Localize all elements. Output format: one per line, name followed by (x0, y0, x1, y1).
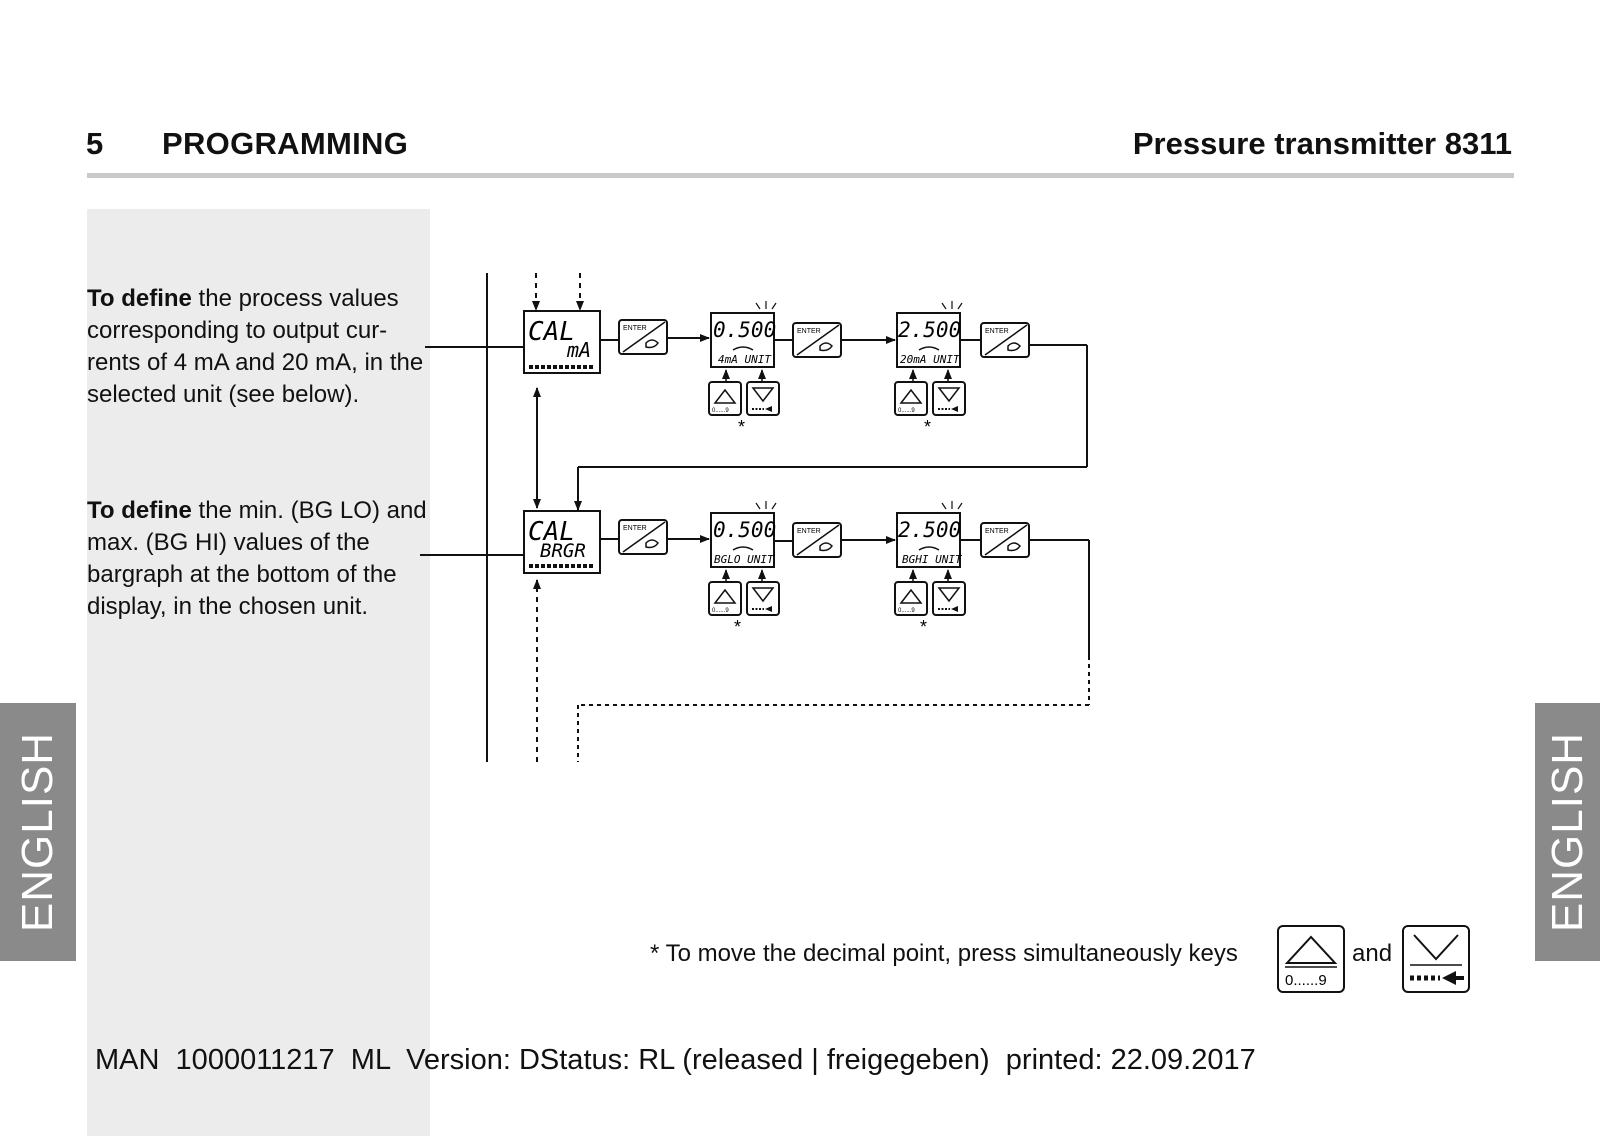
description-text: the min. (BG LO) and max. (BG HI) values of the bargraph at the bottom of the display, in the chosen unit. (87, 497, 427, 620)
menu-line2: BRGR (540, 540, 586, 562)
value-display-bglo (711, 501, 776, 567)
up-key-icon (895, 582, 927, 615)
display-unit: BGLO UNIT (714, 553, 774, 566)
document-footer: MAN 1000011217 ML Version: DStatus: RL (released | freigegeben) printed: 22.09.2017 (95, 1044, 1256, 1076)
key-up-label: 0......9 (898, 408, 915, 414)
enter-key-icon (619, 320, 667, 354)
section-title: PROGRAMMING (162, 126, 409, 161)
note-and: and (1352, 940, 1393, 967)
enter-label: ENTER (797, 528, 821, 535)
enter-key-icon (793, 523, 841, 557)
asterisk: * (734, 617, 742, 637)
display-value: 0.500 (713, 318, 777, 342)
display-unit: BGHI UNIT (902, 553, 962, 566)
enter-key-icon (981, 523, 1029, 557)
menu-line1: CAL (528, 517, 575, 547)
key-pair-display-3 (709, 570, 779, 637)
asterisk: * (924, 417, 932, 437)
enter-key-icon (619, 520, 667, 554)
up-key-icon (709, 382, 741, 415)
enter-label: ENTER (623, 525, 647, 532)
value-display-bghi (897, 501, 963, 567)
asterisk: * (738, 417, 746, 437)
flow-row-2 (524, 501, 1029, 637)
key-up-label: 0......9 (712, 408, 729, 414)
display-unit: 20mA UNIT (900, 353, 960, 366)
key-pair-display-2 (895, 370, 965, 437)
menu-line2: mA (567, 338, 592, 362)
enter-label: ENTER (623, 325, 647, 332)
key-pair-display-1 (709, 370, 779, 437)
language-tab-left-label: ENGLISH (13, 731, 62, 933)
enter-label: ENTER (797, 328, 821, 335)
display-unit: 4mA UNIT (718, 353, 771, 366)
menu-line1: CAL (528, 317, 575, 347)
product-title: Pressure transmitter 8311 (1132, 126, 1512, 161)
display-value: 0.500 (713, 518, 777, 542)
down-key-icon (933, 382, 965, 415)
display-value: 2.500 (898, 318, 962, 342)
description-text: the process values corresponding to output cur-rents of 4 mA and 20 mA, in the selected unit (see below). (87, 285, 424, 408)
up-key-large-icon (1277, 925, 1345, 993)
description-bold: To define (87, 497, 192, 524)
enter-key-icon (793, 323, 841, 357)
menu-display-cal-ma (524, 311, 600, 373)
down-triangle-icon (1404, 927, 1468, 991)
up-triangle-icon (1279, 927, 1343, 991)
key-up-label: 0......9 (898, 608, 915, 614)
section-number: 5 (86, 126, 104, 161)
enter-label: ENTER (985, 528, 1009, 535)
value-display-20ma (897, 301, 962, 367)
enter-key-icon (981, 323, 1029, 357)
up-key-icon (895, 382, 927, 415)
key-pair-display-4 (895, 570, 965, 637)
description-bold: To define (87, 285, 192, 312)
language-tab-right-label: ENGLISH (1542, 731, 1592, 933)
key-up-digits-label: 0......9 (1285, 972, 1327, 989)
decimal-point-note: * To move the decimal point, press simultaneously keys (650, 940, 1238, 967)
menu-display-cal-brgr (524, 511, 600, 573)
down-key-icon (747, 382, 779, 415)
enter-label: ENTER (985, 328, 1009, 335)
down-key-large-icon (1402, 925, 1470, 993)
down-key-icon (933, 582, 965, 615)
flow-row-1 (524, 301, 1029, 437)
asterisk: * (920, 617, 928, 637)
key-up-label: 0......9 (712, 608, 729, 614)
up-key-icon (709, 582, 741, 615)
down-key-icon (747, 582, 779, 615)
display-value: 2.500 (898, 518, 962, 542)
value-display-4ma (711, 301, 776, 367)
